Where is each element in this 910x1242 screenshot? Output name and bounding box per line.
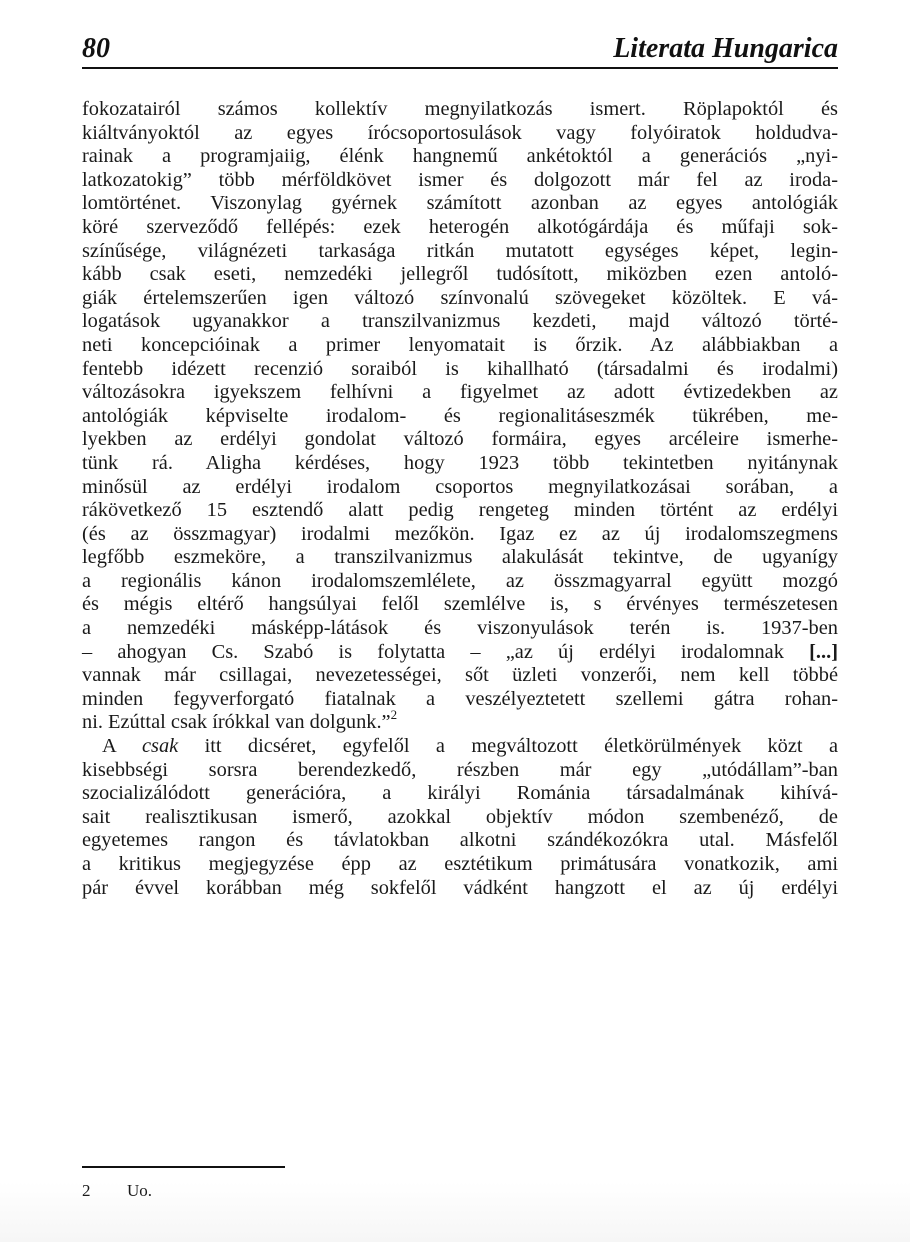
text-line: giák értelemszerűen igen változó színvonalú szövegeket közöltek. E vá- <box>82 286 838 309</box>
text-line: antológiák képviselte irodalom- és regionalitáseszmék tükrében, me- <box>82 404 838 427</box>
quote-intro: – ahogyan Cs. Szabó is folytatta – „az új erdélyi irodalomnak <box>82 640 784 663</box>
footnote-reference[interactable]: 2 <box>390 707 398 723</box>
text-line: kisebbségi sorsra berendezkedő, részben már egy „utódállam”-ban <box>82 758 838 781</box>
text-line: sait realisztikusan ismerő, azokkal objektív módon szembenéző, de <box>82 805 838 828</box>
text-line <box>82 735 838 759</box>
text-line: rákövetkező 15 esztendő alatt pedig rengeteg minden történt az erdélyi <box>82 499 838 522</box>
paragraph-1 <box>82 98 838 735</box>
text-line: legfőbb eszmeköre, a transzilvanizmus alakulását tekintve, de ugyanígy <box>82 546 838 569</box>
page-number: 80 <box>82 33 110 64</box>
header-rule <box>82 67 838 69</box>
line-rest: itt dicséret, egyfelől a megváltozott életkörülmények közt a <box>204 735 838 758</box>
quote-end: ni. Ezúttal csak írókkal van dolgunk.” <box>82 711 391 734</box>
footnote <box>82 1180 152 1202</box>
text-line: (és az összmagyar) irodalmi mezőkön. Igaz ez az új irodalomszegmens <box>82 522 838 545</box>
text-line: a regionális kánon irodalomszemlélete, az összmagyarral együtt mozgó <box>82 569 838 592</box>
text-line: rainak a programjaiig, élénk hangnemű ankétoktól a generációs „nyi- <box>82 145 838 168</box>
text-line: minősül az erdélyi irodalom csoportos megnyilatkozásai sorában, a <box>82 475 838 498</box>
paragraph-2 <box>82 735 838 900</box>
text-line: köré szerveződő fellépés: ezek heterogén alkotógárdája és műfaji sok- <box>82 215 838 238</box>
text-line <box>82 641 838 665</box>
text-line: vannak már csillagai, nevezetességei, sőt üzleti vonzerői, nem kell többé <box>82 664 838 687</box>
text-line: minden fegyverforgató fiatalnak a veszélyeztetett szellemi gátra rohan- <box>82 687 838 710</box>
paragraph-start-word: A <box>102 735 116 758</box>
emphasized-word: csak <box>141 735 179 758</box>
text-line: lomtörténet. Viszonylag gyérnek számított azonban az egyes antológiák <box>82 192 838 215</box>
text-line: logatások ugyanakkor a transzilvanizmus kezdeti, majd változó törté- <box>82 310 838 333</box>
text-line: és mégis eltérő hangsúlyai felől szemlélve is, s érvényes természetesen <box>82 593 838 616</box>
text-line: szocializálódott generációra, a királyi Románia társadalmának kihívá- <box>82 782 838 805</box>
text-line: színűsége, világnézeti tarkasága ritkán mutatott egységes képet, legin- <box>82 239 838 262</box>
text-line: kiáltványoktól az egyes írócsoportosulások vagy folyóiratok holdudva- <box>82 121 838 144</box>
text-line: lyekben az erdélyi gondolat változó formáira, egyes arcéleire ismerhe- <box>82 428 838 451</box>
text-line: kább csak eseti, nemzedéki jellegről tudósított, miközben ezen antoló- <box>82 263 838 286</box>
journal-title: Literata Hungarica <box>613 33 838 64</box>
footnote-text: Uo. <box>127 1181 153 1200</box>
text-line: változásokra igyekszem felhívni a figyelmet az adott évtizedekben az <box>82 381 838 404</box>
footnote-number: 2 <box>82 1181 91 1200</box>
text-line: fentebb idézett recenzió soraiból is kihallható (társadalmi és irodalmi) <box>82 357 838 380</box>
text-line: latkozatokig” több mérföldkövet ismer és dolgozott már fel az iroda- <box>82 168 838 191</box>
body-text <box>82 98 838 900</box>
text-line: neti koncepcióinak a primer lenyomatait is őrzik. Az alábbiakban a <box>82 333 838 356</box>
running-header <box>82 30 838 68</box>
text-line: a nemzedéki másképp-látások és viszonyulások terén is. 1937-ben <box>82 617 838 640</box>
footnote-rule <box>82 1166 285 1168</box>
text-line: a kritikus megjegyzése épp az esztétikum primátusára vonatkozik, ami <box>82 853 838 875</box>
text-line: pár évvel korábban még sokfelől vádként hangzott el az új erdélyi <box>82 876 838 899</box>
text-line <box>82 707 838 735</box>
text-line: egyetemes rangon és távlatokban alkotni szándékozókra utal. Másfelől <box>82 829 838 852</box>
text-line: tünk rá. Aligha kérdéses, hogy 1923 több tekintetben nyitánynak <box>82 451 838 474</box>
ellipsis-bracket: [...] <box>809 640 838 663</box>
text-line: fokozatairól számos kollektív megnyilatkozás ismert. Röplapoktól és <box>82 98 838 120</box>
